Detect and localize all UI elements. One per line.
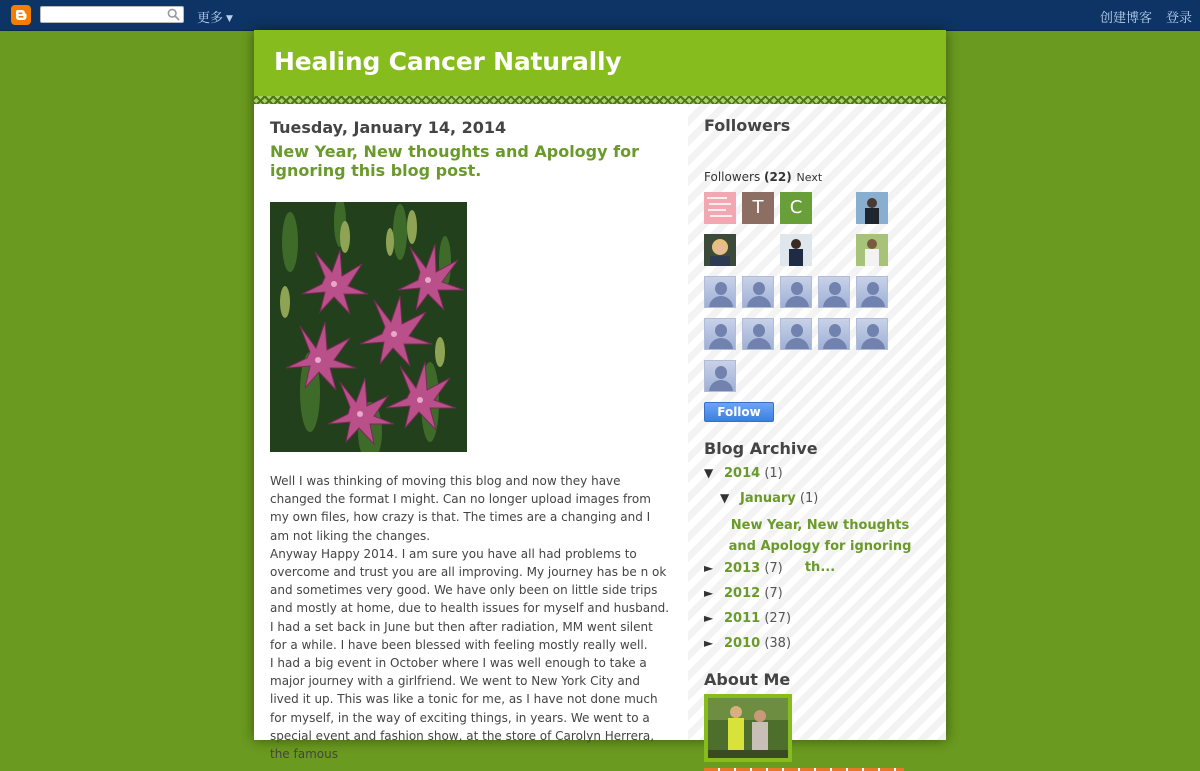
follower-avatar[interactable] [704, 192, 736, 224]
archive-month-link[interactable]: January [740, 491, 796, 506]
follower-avatar[interactable] [742, 276, 774, 308]
post-body [270, 472, 670, 763]
archive-post-link[interactable]: New Year, New thoughts and Apology for ignoring th... [728, 518, 912, 575]
create-blog-link[interactable]: 创建博客 [1100, 11, 1153, 26]
follower-avatar[interactable] [856, 234, 888, 266]
post-paragraph: I had a big event in October where I was well enough to take a major journey with a girlfriend. We went to New York City and lived it up. This was like a tonic for me, as I have not done much for myself, in the way of exciting things, in years. We went to a special event and fashion show, at the store of Carolyn Herrera, the famous [270, 656, 658, 762]
follower-avatar[interactable] [704, 360, 736, 392]
follower-avatar[interactable] [818, 318, 850, 350]
follower-avatar[interactable] [780, 276, 812, 308]
followers-next-link[interactable]: Next [796, 171, 823, 184]
follow-button[interactable]: Follow [704, 402, 774, 422]
follower-avatar[interactable] [780, 234, 812, 266]
login-link[interactable]: 登录 [1166, 11, 1193, 26]
archive-count: (38) [764, 636, 792, 651]
about-me-heading: About Me [704, 670, 791, 689]
header-border [254, 96, 946, 104]
follower-avatar[interactable] [704, 318, 736, 350]
archive-month-january [720, 491, 818, 506]
lily-flowers-image[interactable] [270, 202, 467, 452]
follower-avatar[interactable] [780, 192, 812, 224]
blogger-navbar [0, 0, 1200, 31]
blog-archive-heading: Blog Archive [704, 439, 818, 458]
follower-avatar[interactable] [780, 318, 812, 350]
archive-year-link[interactable]: 2011 [724, 611, 761, 626]
archive-year-link[interactable]: 2013 [724, 561, 761, 576]
follower-avatar[interactable] [856, 192, 888, 224]
followers-heading: Followers [704, 116, 791, 135]
archive-count: (1) [799, 491, 819, 506]
expand-arrow-icon[interactable]: ► [704, 636, 714, 650]
blogger-icon[interactable] [11, 5, 31, 25]
archive-count: (1) [764, 466, 783, 481]
follower-avatar[interactable] [742, 318, 774, 350]
about-me-photo[interactable] [704, 694, 792, 762]
collapse-arrow-icon[interactable]: ▼ [704, 466, 714, 480]
follower-avatar[interactable] [856, 276, 888, 308]
follower-avatar[interactable] [704, 234, 736, 266]
expand-arrow-icon[interactable]: ► [704, 586, 714, 600]
archive-year-2012 [704, 586, 783, 601]
archive-year-2010 [704, 636, 791, 651]
archive-count: (27) [764, 611, 792, 626]
follower-avatar[interactable] [704, 276, 736, 308]
post-title[interactable]: New Year, New thoughts and Apology for ignoring this blog post. [270, 142, 639, 180]
follower-avatar[interactable] [856, 318, 888, 350]
collapse-arrow-icon[interactable]: ▼ [720, 491, 730, 505]
sidebar [688, 104, 946, 740]
archive-year-link[interactable]: 2010 [724, 636, 761, 651]
expand-arrow-icon[interactable]: ► [704, 611, 714, 625]
post-date: Tuesday, January 14, 2014 [270, 118, 507, 137]
more-label: 更多 [197, 11, 224, 26]
archive-count: (7) [764, 561, 783, 576]
search-icon[interactable] [167, 8, 180, 21]
archive-year-link[interactable]: 2012 [724, 586, 761, 601]
archive-count: (7) [764, 586, 783, 601]
follower-avatar[interactable] [742, 192, 774, 224]
search-input[interactable] [40, 6, 184, 23]
expand-arrow-icon[interactable]: ► [704, 561, 714, 575]
more-menu[interactable] [197, 7, 233, 26]
blog-header [254, 30, 946, 96]
followers-count [704, 170, 822, 184]
followers-count-label: Followers [704, 170, 761, 184]
avatar-letter: T [752, 197, 764, 218]
post-paragraph: Anyway Happy 2014. I am sure you have all had problems to overcome and trust you are all improving. My journey has be n ok and sometimes very good. We have only been on little side trips and mostly at home, due to health issues for myself and husband. [270, 546, 670, 616]
followers-count-value: (22) [764, 170, 792, 184]
archive-year-2013 [704, 561, 783, 576]
post-paragraph: I had a set back in June but then after radiation, MM went silent for a while. I have been blessed with feeling mostly really well. [270, 619, 653, 652]
caret-down-icon: ▼ [226, 14, 233, 24]
archive-year-2014 [704, 466, 783, 481]
follower-avatar[interactable] [818, 276, 850, 308]
blog-container [254, 30, 946, 762]
archive-year-link[interactable]: 2014 [724, 466, 761, 481]
archive-year-2011 [704, 611, 791, 626]
blog-title[interactable]: Healing Cancer Naturally [274, 47, 622, 76]
post-paragraph: Well I was thinking of moving this blog and now they have changed the format I might. Can no longer upload images from my own files, how crazy is that. The times are a changing and I am not liking the changes. [270, 474, 651, 543]
avatar-letter: C [789, 197, 803, 218]
